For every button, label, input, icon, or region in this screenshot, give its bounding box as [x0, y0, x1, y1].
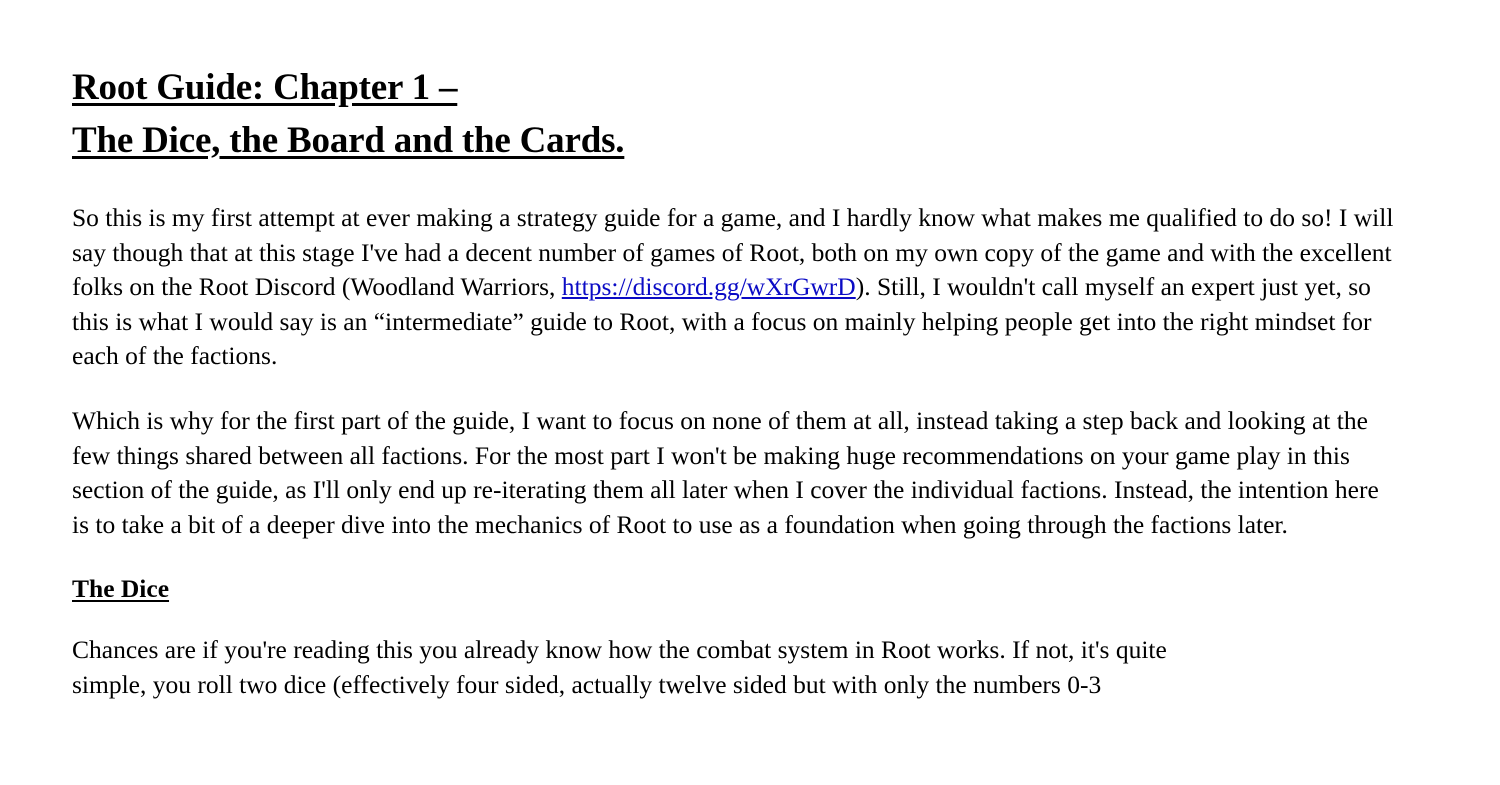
- paragraph-intro-text-after-link: ). Still, I wouldn't call myself an expert just yet, so this is what I would say is an “intermediate” guide to Root, with a focus on mainly helping people get into the right mindset for each of the factions.: [72, 272, 1372, 371]
- paragraph-intro: [72, 201, 1400, 374]
- spacer: [72, 542, 1400, 572]
- spacer: [72, 167, 1400, 201]
- discord-invite-link[interactable]: https://discord.gg/wXrGwrD: [561, 272, 856, 302]
- paragraph-dice-line-2: simple, you roll two dice (effectively four sided, actually twelve sided but with only the numbers 0-3: [72, 669, 1102, 699]
- title-line-1: Root Guide: Chapter 1 –: [72, 67, 458, 108]
- spacer: [72, 374, 1400, 404]
- section-heading-the-dice: The Dice: [72, 574, 170, 604]
- paragraph-intro-text-before-link: So this is my first attempt at ever making a strategy guide for a game, and I hardly know what makes me qualified to do so! I will say though that at this stage I've had a decent number of games of Root, both on my own copy of the game and with the excellent folks on the Root Discord (Woodland Warriors,: [72, 203, 1394, 302]
- title-line-2: The Dice, the Board and the Cards.: [72, 119, 625, 161]
- spacer: [72, 607, 1400, 633]
- page-title: [72, 62, 1400, 167]
- paragraph-dice-line-1: Chances are if you're reading this you already know how the combat system in Root works. If not, it's quite: [72, 635, 1167, 664]
- paragraph-overview: Which is why for the first part of the guide, I want to focus on none of them at all, instead taking a step back and looking at the few things shared between all factions. For the most part I won't be making huge recommendations on your game play in this section of the guide, as I'll only end up re-iterating them all later when I cover the individual factions. Instead, the intention here is to take a bit of a deeper dive into the mechanics of Root to use as a foundation when going through the factions later.: [72, 406, 1379, 539]
